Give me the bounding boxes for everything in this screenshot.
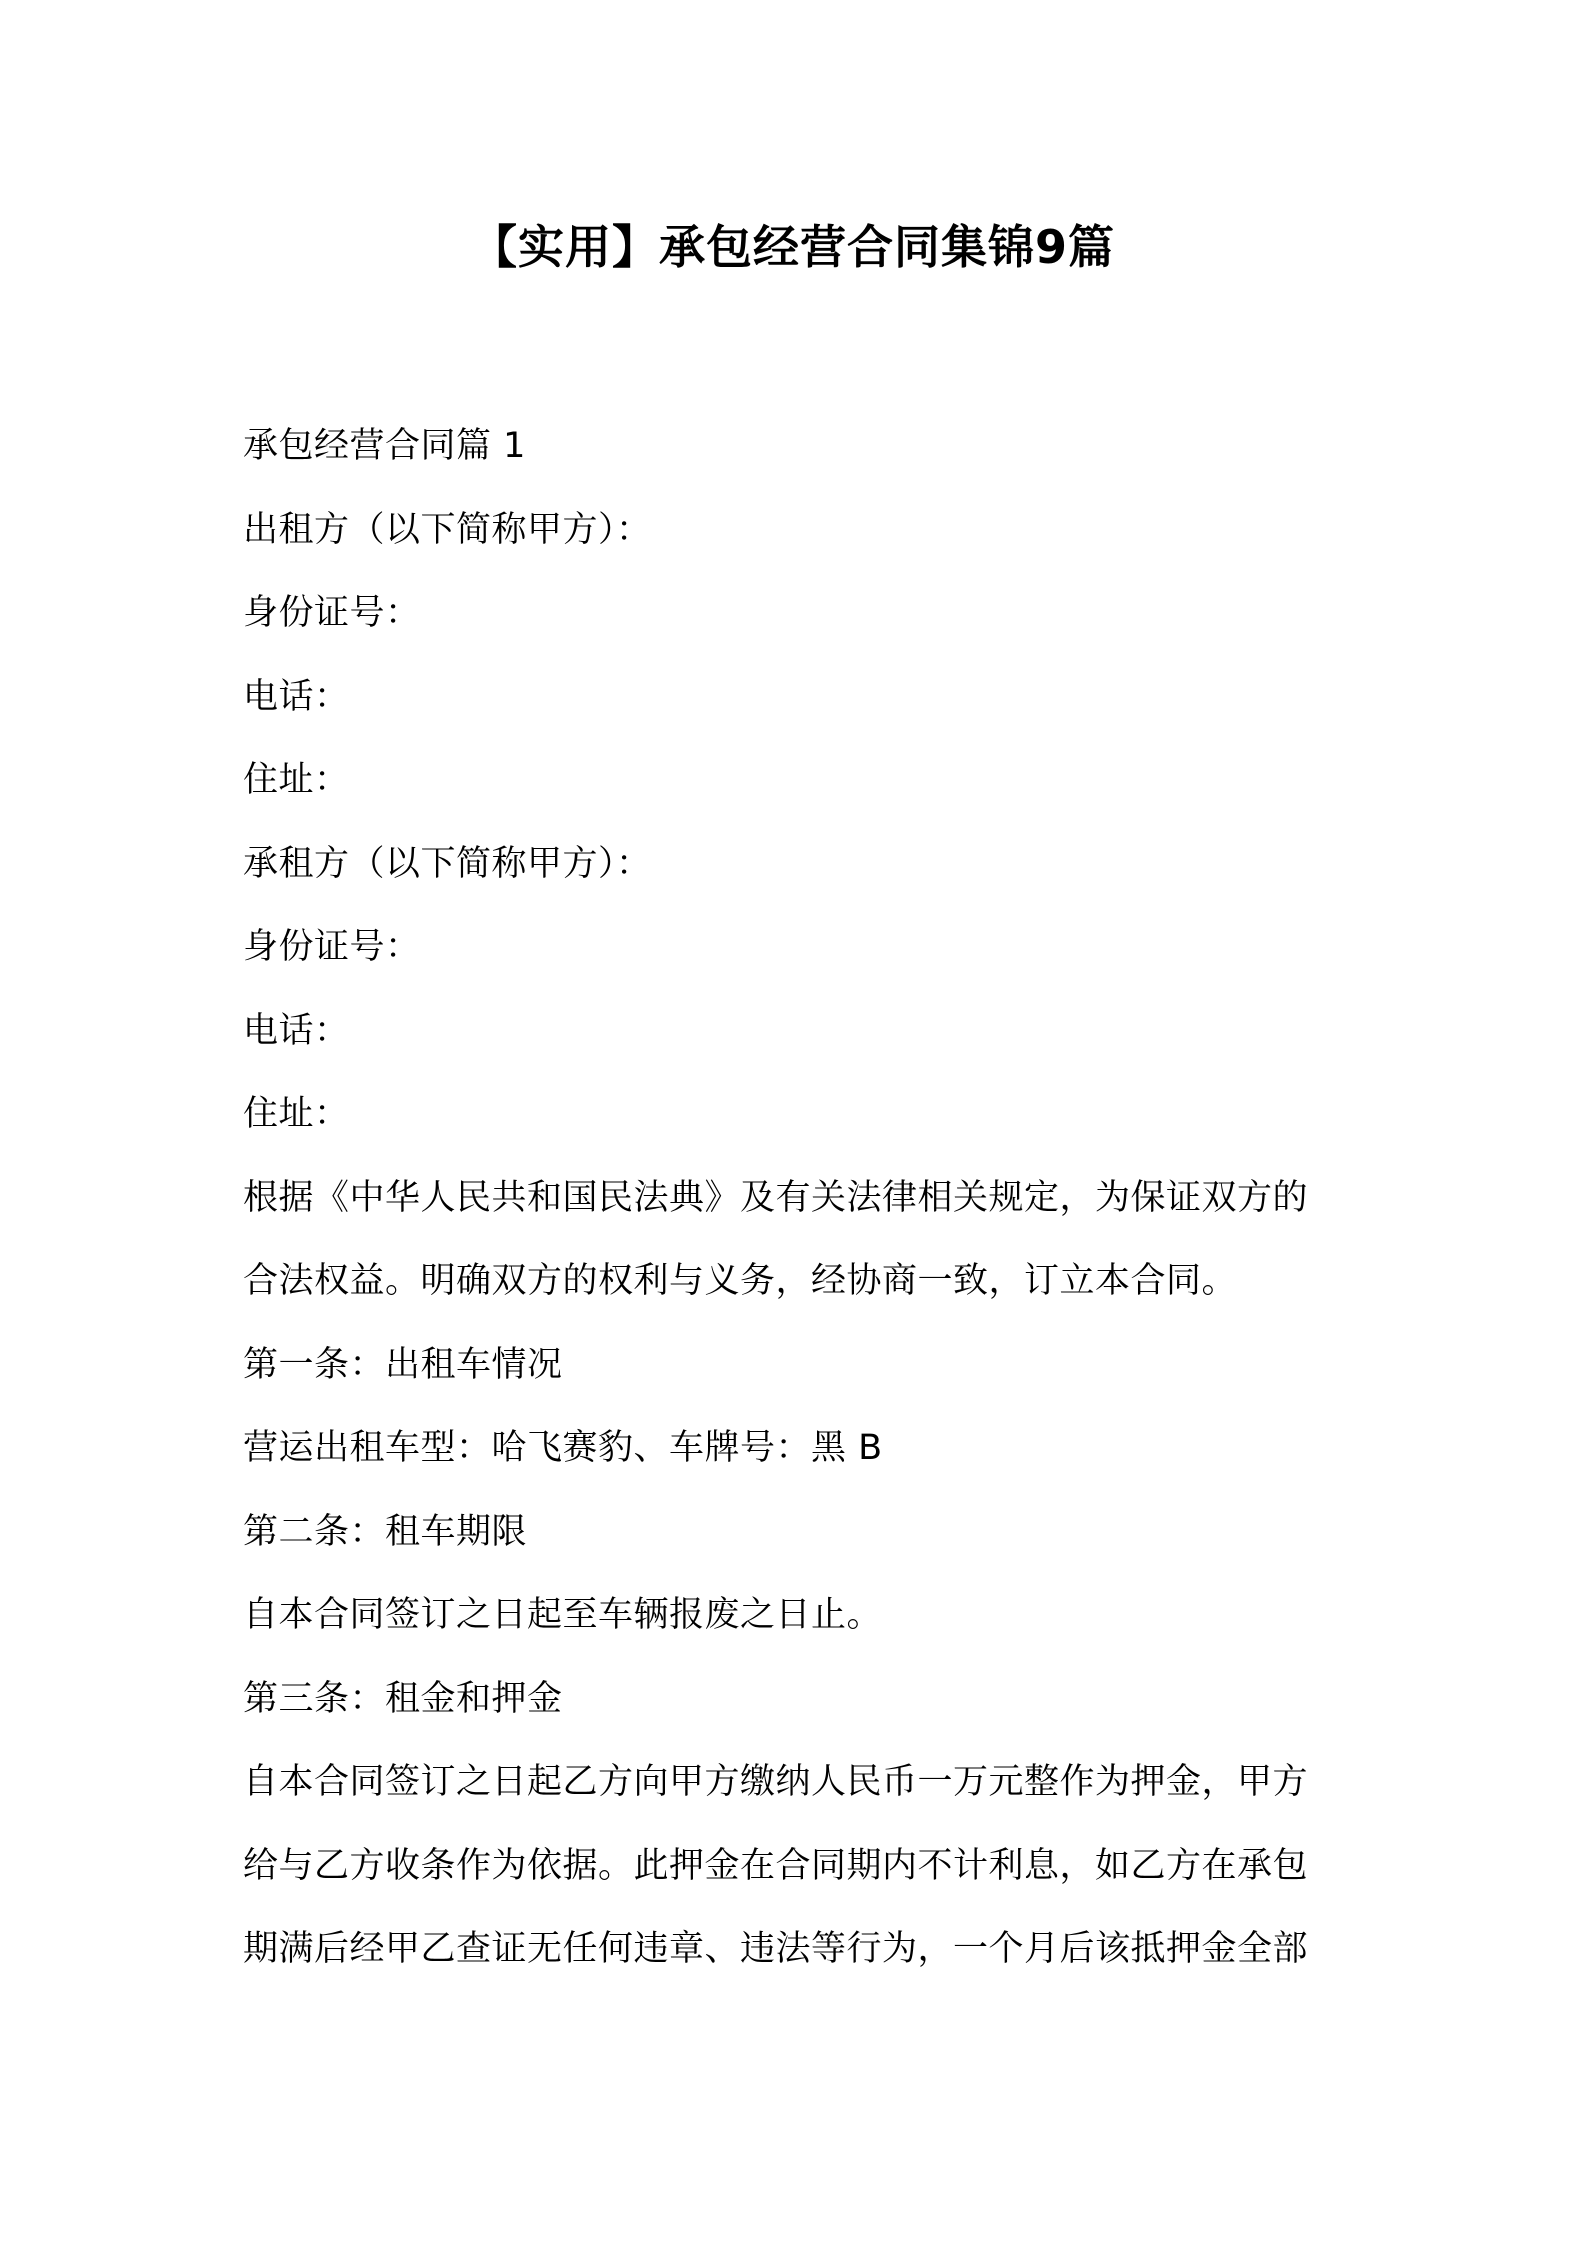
paragraph-line: 自本合同签订之日起乙方向甲方缴纳人民币一万元整作为押金，甲方 (243, 1762, 1309, 1802)
article-heading: 第一条：出租车情况 (243, 1344, 563, 1385)
paragraph-line: 自本合同签订之日起至车辆报废之日止。 (243, 1595, 883, 1635)
lessor-id-field: 身份证号： (243, 593, 421, 633)
lessee-field: 承租方（以下简称甲方）： (243, 843, 652, 884)
paragraph-line: 合法权益。明确双方的权利与义务，经协商一致，订立本合同。 (243, 1261, 1238, 1301)
article-heading: 第三条：租金和押金 (243, 1678, 563, 1719)
lessee-phone-field: 电话： (243, 1010, 350, 1051)
lessee-address-field: 住址： (243, 1094, 350, 1134)
paragraph-line: 期满后经甲乙查证无任何违章、违法等行为，一个月后该抵押金全部 (243, 1929, 1309, 1969)
paragraph-line: 根据《中华人民共和国民法典》及有关法律相关规定，为保证双方的 (243, 1177, 1309, 1218)
document-title: 【实用】承包经营合同集锦9篇 (470, 220, 1115, 274)
paragraph-line: 营运出租车型：哈飞赛豹、车牌号：黑 B (243, 1428, 883, 1468)
lessor-phone-field: 电话： (243, 676, 350, 717)
paragraph-line: 给与乙方收条作为依据。此押金在合同期内不计利息，如乙方在承包 (243, 1845, 1309, 1886)
lessee-id-field: 身份证号： (243, 927, 421, 967)
section-heading: 承包经营合同篇 1 (243, 426, 526, 466)
lessor-address-field: 住址： (243, 760, 350, 800)
lessor-field: 出租方（以下简称甲方）： (243, 509, 652, 550)
document-body (243, 405, 1363, 1992)
article-heading: 第二条：租车期限 (243, 1511, 528, 1552)
